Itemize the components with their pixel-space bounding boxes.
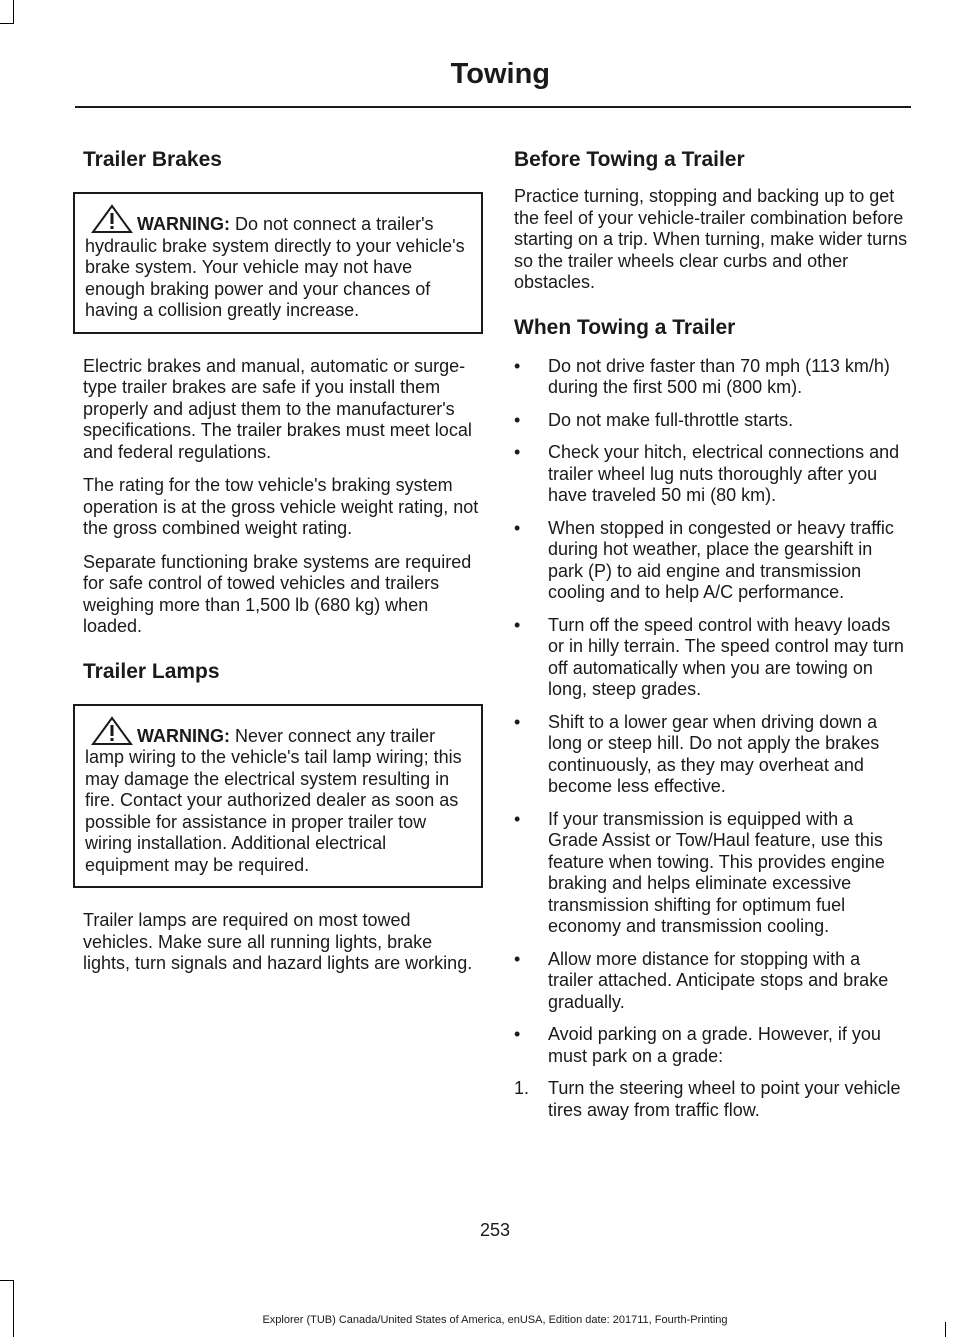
right-column [514,140,908,1132]
section-heading-trailer-lamps: Trailer Lamps [83,659,220,683]
warning-triangle-icon [91,716,133,746]
bullet: • [514,355,521,376]
list-item: • Turn off the speed control with heavy loads or in hilly terrain. The speed control may turn off automatically when you are towing on long, steep grades. [514,614,904,699]
bullet: • [514,409,521,430]
list-item: • Do not drive faster than 70 mph (113 km/h) during the first 500 mi (800 km). [514,355,890,397]
warning-box-lamps [73,704,483,889]
footer-edition-info: Explorer (TUB) Canada/United States of America, enUSA, Edition date: 201711, Fourth-Printing [262,1314,728,1326]
crop-mark [0,1280,14,1281]
left-column [73,140,483,987]
parking-steps-list [514,1078,908,1121]
warning-label: WARNING: [137,214,230,234]
bullet: • [514,614,521,635]
bullet: • [514,517,521,538]
list-item: • When stopped in congested or heavy traffic during hot weather, place the gearshift in park (P) to aid engine and transmission cooling and to help A/C performance. [514,517,894,602]
list-item: • Do not make full-throttle starts. [514,409,794,430]
paragraph: Trailer lamps are required on most towed vehicles. Make sure all running lights, brake lights, turn signals and hazard lights are working. [83,910,473,973]
list-item: • Avoid parking on a grade. However, if you must park on a grade: [514,1024,881,1066]
paragraph: Separate functioning brake systems are required for safe control of towed vehicles and trailers weighing more than 1,500 lb (680 kg) when loaded. [83,551,472,636]
warning-text: Never connect any trailer lamp wiring to the vehicle's tail lamp wiring; this may damage the electrical system resulting in fire. Contact your authorized dealer as soon as possible for assistance in proper trailer tow wiring installation. Additional electrical equipment may be required. [85,725,462,875]
list-item: • Allow more distance for stopping with a trailer attached. Anticipate stops and brake gradually. [514,948,889,1012]
header-divider [75,106,911,108]
step-number: 1. [514,1078,530,1098]
bullet: • [514,1024,521,1044]
paragraph: Electric brakes and manual, automatic or surge-type trailer brakes are safe if you install them properly and adjust them to the manufacturer's specifications. The trailer brakes must meet local and federal regulations. [83,355,472,462]
warning-text: Do not connect a trailer's hydraulic brake system directly to your vehicle's brake system. Your vehicle may not have enough braking power and your chances of having a collision greatly increase. [85,214,465,320]
crop-mark [13,1280,14,1337]
bullet: • [514,442,521,462]
page-title: Towing [450,58,550,90]
list-item: • Check your hitch, electrical connections and trailer wheel lug nuts thoroughly after you have traveled 50 mi (80 km). [514,442,900,505]
list-item: 1. Turn the steering wheel to point your vehicle tires away from traffic flow. [514,1078,901,1120]
list-item: • Shift to a lower gear when driving down a long or steep hill. Do not apply the brakes continuously, as they may overheat and become less effective. [514,711,880,796]
bullet: • [514,711,521,732]
section-heading-before-towing: Before Towing a Trailer [514,148,745,171]
section-heading-when-towing: When Towing a Trailer [514,315,736,339]
section-heading-trailer-brakes: Trailer Brakes [83,148,222,171]
warning-triangle-icon [91,204,133,234]
bullet: • [514,948,521,969]
warning-label: WARNING: [137,725,230,746]
towing-tips-list [514,356,908,1068]
paragraph: The rating for the tow vehicle's braking system operation is at the gross vehicle weight rating, not the gross combined weight rating. [83,475,479,538]
list-item: • If your transmission is equipped with a Grade Assist or Tow/Haul feature, use this feature when towing. This provides engine braking and helps eliminate excessive transmission shifting for optimum fuel economy and transmission cooling. [514,808,885,936]
crop-mark [0,23,14,24]
warning-box-brakes [73,192,483,334]
bullet: • [514,808,521,829]
paragraph: Practice turning, stopping and backing up to get the feel of your vehicle-trailer combination before starting on a trip. When turning, make wider turns so the trailer wheels clear curbs and other obstacles. [514,186,908,292]
crop-mark [13,0,14,24]
page-number: 253 [479,1220,511,1240]
